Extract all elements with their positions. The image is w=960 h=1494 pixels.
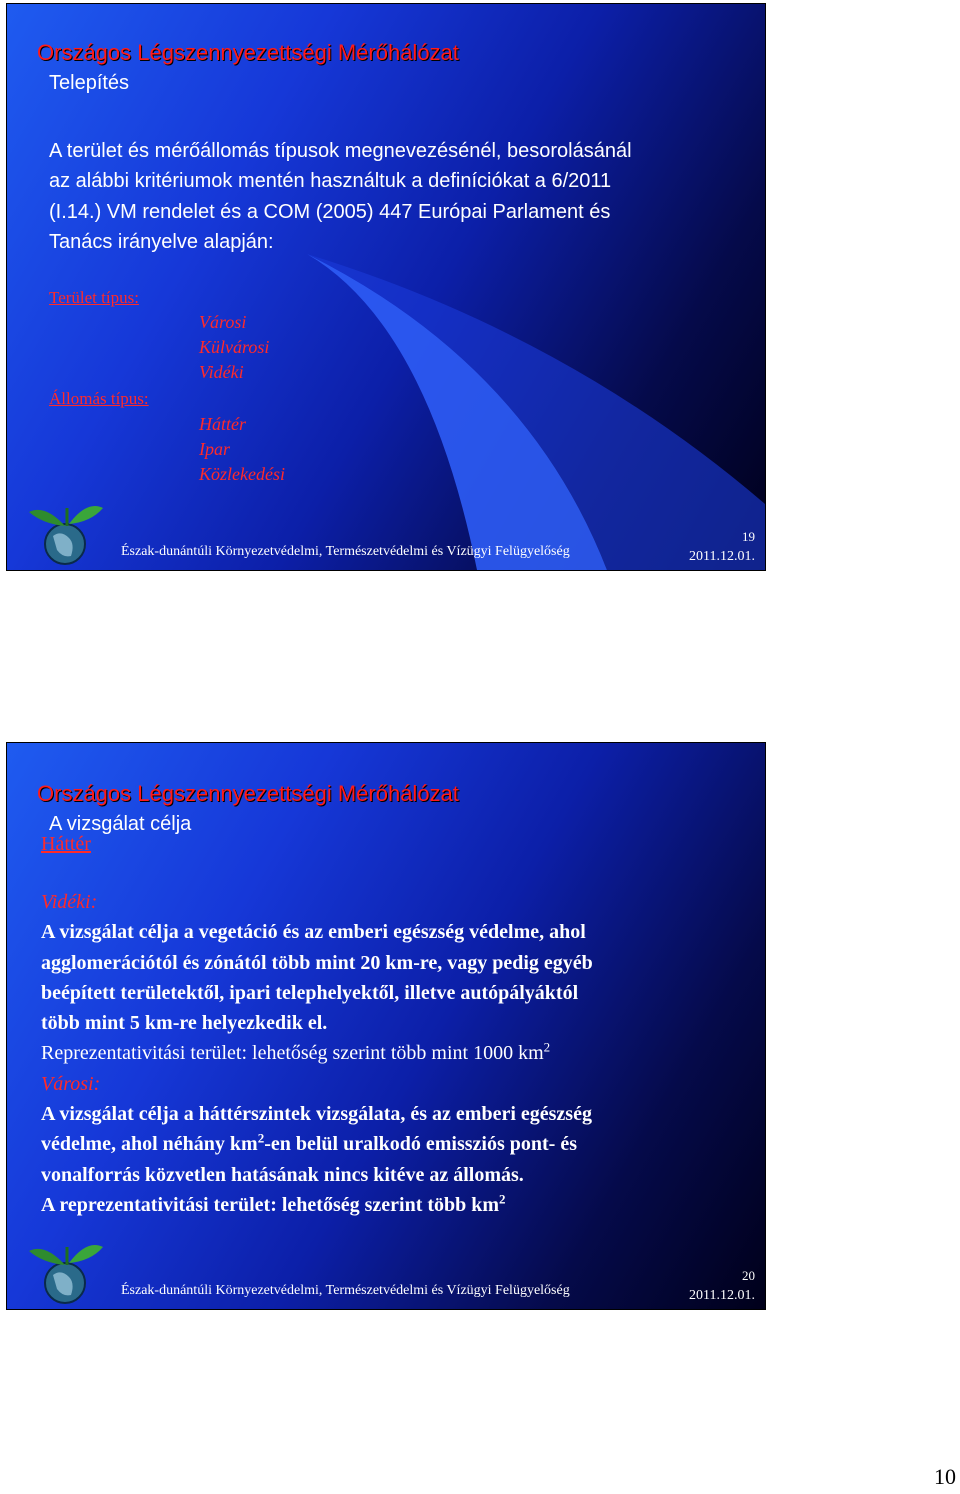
slide-page-number: 19 <box>742 529 755 544</box>
area-type-item: Külvárosi <box>199 337 270 357</box>
content-fragment: -en belül uralkodó emissziós pont- és <box>264 1133 577 1156</box>
station-type-item: Ipar <box>199 439 230 459</box>
area-type-item: Városi <box>199 312 247 332</box>
urban-repr-text: A reprezentativitási terület: lehetőség szerint több km <box>41 1193 500 1216</box>
paragraph-line: A terület és mérőállomás típusok megnevezésénél, besorolásánál <box>49 140 632 162</box>
section-heading: Háttér <box>41 833 91 855</box>
superscript: 2 <box>543 1039 551 1055</box>
slide-20 <box>6 742 766 1310</box>
content-line: A vizsgálat célja a vegetáció és az emberi egészség védelme, ahol <box>41 921 586 944</box>
footer-organization: Észak-dunántúli Környezetvédelmi, Természetvédelmi és Vízügyi Felügyelőség <box>121 1283 570 1298</box>
paragraph-line: (I.14.) VM rendelet és a COM (2005) 447 Európai Parlament és <box>49 200 611 223</box>
slide-subtitle: A vizsgálat célja <box>49 813 192 835</box>
agency-logo-icon <box>25 500 105 570</box>
station-type-item: Közlekedési <box>199 464 285 484</box>
superscript: 2 <box>257 1130 265 1146</box>
slide-title: Országos Légszennyezettségi Mérőhálózat <box>37 781 459 806</box>
station-type-item: Háttér <box>199 414 246 434</box>
slide-page-number: 20 <box>742 1268 755 1283</box>
content-line: A vizsgálat célja a háttérszintek vizsgálata, és az emberi egészség <box>41 1103 592 1126</box>
content-line: agglomerációtól és zónától több mint 20 km-re, vagy pedig egyéb <box>41 951 593 974</box>
slide-title: Országos Légszennyezettségi Mérőhálózat <box>37 40 459 65</box>
rural-repr-line <box>41 1038 593 1068</box>
paragraph-line: az alábbi kritériumok mentén használtuk a definíciókat a 6/2011 <box>49 170 612 193</box>
content-block <box>41 887 593 1220</box>
slide-subtitle: Telepítés <box>49 72 130 94</box>
area-type-item: Vidéki <box>199 362 244 382</box>
content-line: vonalforrás közvetlen hatásának nincs kitéve az állomás. <box>41 1163 524 1186</box>
urban-repr-line <box>41 1190 593 1220</box>
slide-date: 2011.12.01. <box>689 549 755 564</box>
slide-date: 2011.12.01. <box>689 1288 755 1303</box>
footer-organization: Észak-dunántúli Környezetvédelmi, Természetvédelmi és Vízügyi Felügyelőség <box>121 544 570 559</box>
agency-logo-icon <box>25 1239 105 1309</box>
urban-label: Városi: <box>41 1072 101 1095</box>
rural-label: Vidéki: <box>41 891 98 913</box>
paragraph-line: Tanács irányelve alapján: <box>49 230 274 253</box>
slide-19 <box>6 3 766 571</box>
area-type-label: Terület típus: <box>49 288 139 307</box>
document-page-number: 10 <box>934 1464 956 1489</box>
content-line: beépített területektől, ipari telephelyektől, illetve autópályáktól <box>41 981 579 1004</box>
content-line: több mint 5 km-re helyezkedik el. <box>41 1012 328 1035</box>
rural-repr-text: Reprezentativitási terület: lehetőség szerint több mint 1000 km <box>41 1042 544 1065</box>
superscript: 2 <box>499 1191 506 1207</box>
content-line <box>41 1129 593 1159</box>
content-fragment: védelme, ahol néhány km <box>41 1133 258 1156</box>
intro-paragraph <box>49 136 632 257</box>
station-type-label: Állomás típus: <box>49 389 149 408</box>
